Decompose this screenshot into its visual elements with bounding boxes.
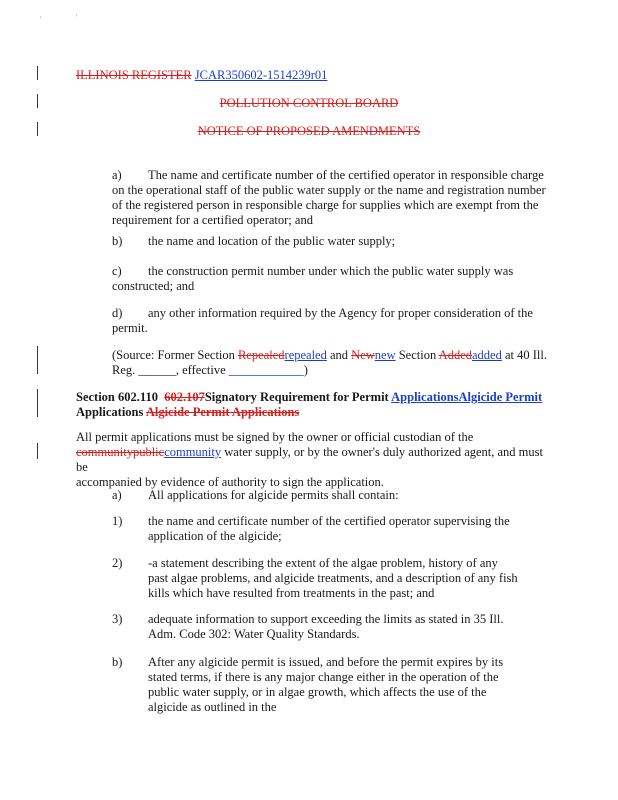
algicide-3-text: adequate information to support exceeding the limits as stated in 35 Ill. Adm. Code 302: Water Quality Standards.: [148, 612, 504, 641]
body-paragraph: [76, 430, 546, 490]
inserted-text: ____________: [228, 363, 304, 377]
item-c: [112, 264, 552, 294]
algicide-a-label: a): [112, 488, 122, 502]
source-note: [112, 348, 552, 378]
section-number: Section 602.110: [76, 390, 158, 404]
algicide-2-text: -a statement describing the extent of the algae problem, history of any past algae problems, and algicide treatments, and a description of any fish kills which have resulted from treatments in the past; and: [148, 556, 518, 600]
deleted-text: Repealed: [238, 348, 285, 362]
deleted-text: Algicide Permit Applications: [145, 405, 300, 419]
revision-bar: [37, 346, 38, 374]
deleted-text: 602.107: [164, 390, 205, 404]
deleted-text: Added: [438, 348, 472, 362]
section-title: Signatory Requirement for Permit: [204, 390, 392, 404]
item-text: the construction permit number under which the public water supply was constructed; and: [112, 264, 514, 293]
algicide-1-text: the name and certificate number of the certified operator supervising the application of the algicide;: [148, 514, 510, 543]
revision-bar: [37, 443, 38, 459]
algicide-b-label: b): [112, 655, 123, 669]
body-text: accompanied by evidence of authority to sign the application.: [76, 475, 384, 489]
source-text: ): [303, 363, 308, 377]
body-text: water supply, or by the owner's duly authorized agent, and must be: [76, 445, 543, 474]
section-title: Applications: [76, 405, 144, 419]
page-mark: ': [40, 15, 42, 24]
page-mark: ': [76, 13, 78, 22]
deleted-text: New: [351, 348, 375, 362]
item-text: The name and certificate number of the certified operator in responsible charge on the operational staff of the public water supply or the name and registration number of the registered person in responsible charge for supplies which are exempt from the requirement for a certified operator; and: [112, 168, 546, 227]
inserted-text: added: [472, 348, 502, 362]
revision-bar: [37, 389, 38, 417]
jcar-code-inserted: JCAR350602-1514239r01: [194, 68, 328, 82]
board-header: POLLUTION CONTROL BOARD: [219, 96, 399, 110]
source-text: Reg. ______, effective: [112, 363, 229, 377]
algicide-3-label: 3): [112, 612, 123, 626]
item-label: c): [112, 264, 122, 278]
algicide-2-label: 2): [112, 556, 123, 570]
item-label: a): [112, 168, 122, 182]
inserted-text: new: [374, 348, 396, 362]
section-heading: [76, 390, 546, 420]
item-b: [112, 234, 552, 249]
source-text: (Source: Former Section: [112, 348, 239, 362]
source-text: Section: [395, 348, 439, 362]
inserted-text: community: [164, 445, 222, 459]
inserted-text: ApplicationsAlgicide Permit: [391, 390, 543, 404]
item-a: [112, 168, 552, 228]
inserted-text: repealed: [284, 348, 327, 362]
source-text: at 40 Ill.: [501, 348, 547, 362]
algicide-a-text: All applications for algicide permits shall contain:: [148, 488, 399, 502]
revision-bar: [37, 66, 38, 80]
item-d: [112, 306, 552, 336]
register-header: [76, 68, 327, 83]
algicide-1-label: 1): [112, 514, 123, 528]
algicide-b-text: After any algicide permit is issued, and before the permit expires by its stated terms, if there is any major change either in the operation of the public water supply, or in algae growth, which affects the use of the algicide as outlined in the: [148, 655, 504, 714]
item-label: d): [112, 306, 123, 320]
source-text: and: [326, 348, 352, 362]
body-text: All permit applications must be signed by the owner or official custodian of the: [76, 430, 474, 444]
item-text: the name and location of the public water supply;: [148, 234, 396, 248]
register-title-deleted: ILLINOIS REGISTER: [76, 68, 192, 82]
item-text: any other information required by the Agency for proper consideration of the permit.: [112, 306, 533, 335]
deleted-text: communitypublic: [76, 445, 165, 459]
notice-header: NOTICE OF PROPOSED AMENDMENTS: [197, 124, 421, 138]
item-label: b): [112, 234, 123, 248]
